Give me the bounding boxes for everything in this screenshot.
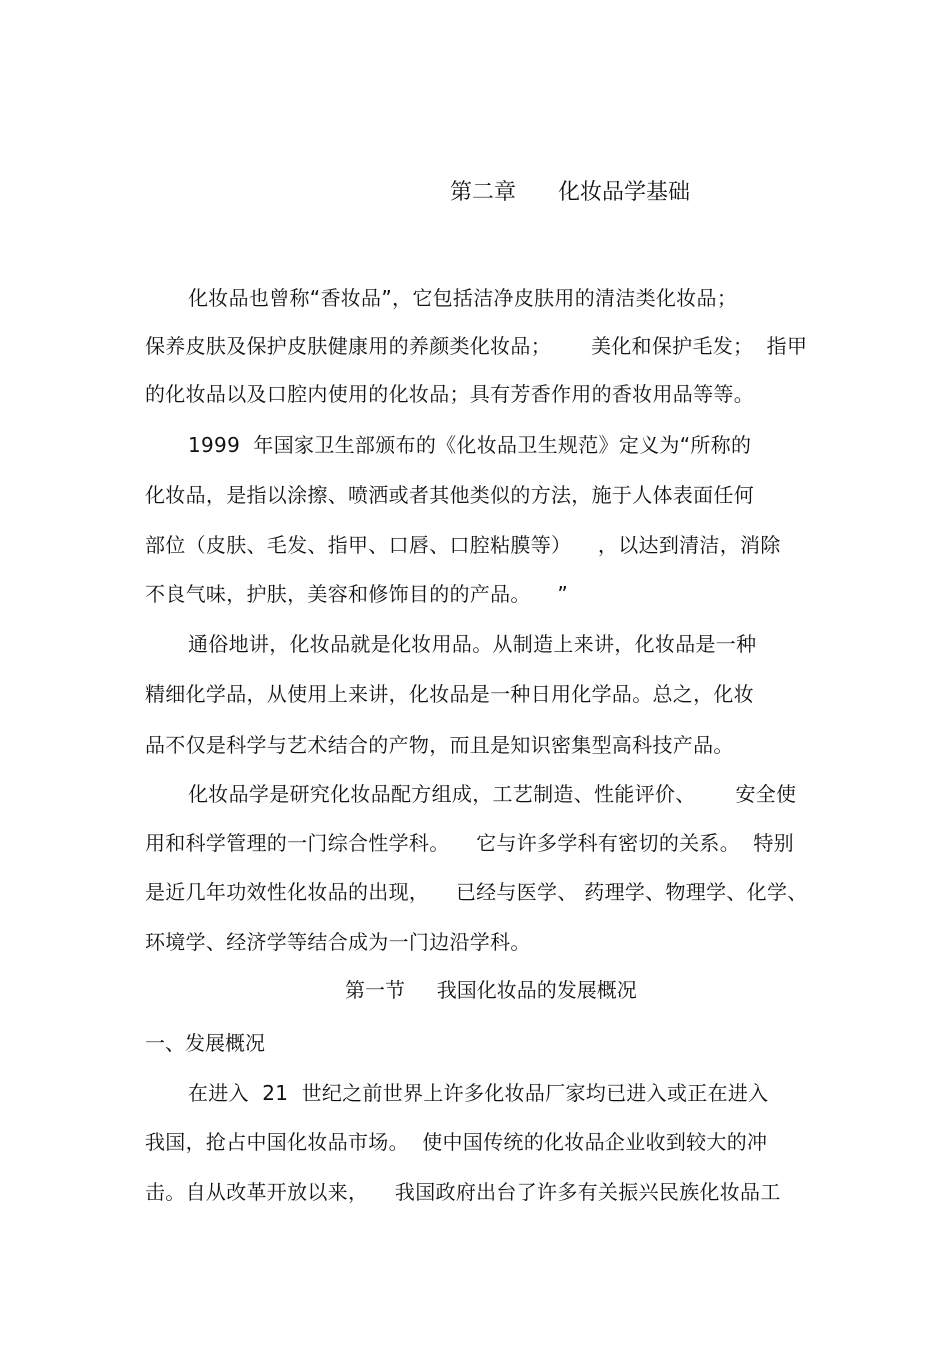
paragraph-2-line-3: 部位（皮肤、毛发、指甲、口唇、口腔粘膜等） ，以达到清洁，消除 [145, 533, 781, 557]
chapter-title: 第二章 化妆品学基础 [450, 180, 690, 205]
paragraph-1-line-1: 化妆品也曾称“香妆品”，它包括洁净皮肤用的清洁类化妆品； [188, 286, 738, 310]
sub-heading: 一、发展概况 [145, 1031, 265, 1055]
paragraph-2-line-1: 1999 年国家卫生部颁布的《化妆品卫生规范》定义为“所称的 [188, 433, 752, 457]
paragraph-5-line-2: 我国，抢占中国化妆品市场。 使中国传统的化妆品企业收到较大的冲 [145, 1130, 768, 1154]
paragraph-4-line-3: 是近几年功效性化妆品的出现， 已经与医学、 药理学、物理学、化学、 [145, 880, 808, 904]
paragraph-2-line-2: 化妆品，是指以涂擦、喷洒或者其他类似的方法，施于人体表面任何 [145, 483, 754, 507]
paragraph-3-line-2: 精细化学品，从使用上来讲，化妆品是一种日用化学品。总之，化妆 [145, 682, 754, 706]
section-title: 第一节 我国化妆品的发展概况 [345, 978, 637, 1002]
paragraph-3-line-3: 品不仅是科学与艺术结合的产物，而且是知识密集型高科技产品。 [145, 733, 734, 757]
paragraph-4-line-4: 环境学、经济学等结合成为一门边沿学科。 [145, 930, 531, 954]
paragraph-4-line-1: 化妆品学是研究化妆品配方组成，工艺制造、性能评价、 安全使 [188, 782, 797, 806]
paragraph-4-line-2: 用和科学管理的一门综合性学科。 它与许多学科有密切的关系。 特别 [145, 831, 794, 855]
paragraph-2-line-4: 不良气味，护肤，美容和修饰目的的产品。 ” [145, 582, 568, 606]
paragraph-3-line-1: 通俗地讲，化妆品就是化妆用品。从制造上来讲，化妆品是一种 [188, 632, 757, 656]
paragraph-5-line-3: 击。自从改革开放以来， 我国政府出台了许多有关振兴民族化妆品工 [145, 1180, 781, 1204]
paragraph-1-line-3: 的化妆品以及口腔内使用的化妆品；具有芳香作用的香妆用品等等。 [145, 382, 754, 406]
paragraph-5-line-1: 在进入 21 世纪之前世界上许多化妆品厂家均已进入或正在进入 [188, 1081, 769, 1105]
paragraph-1-line-2: 保养皮肤及保护皮肤健康用的养颜类化妆品； 美化和保护毛发； 指甲 [145, 334, 808, 358]
